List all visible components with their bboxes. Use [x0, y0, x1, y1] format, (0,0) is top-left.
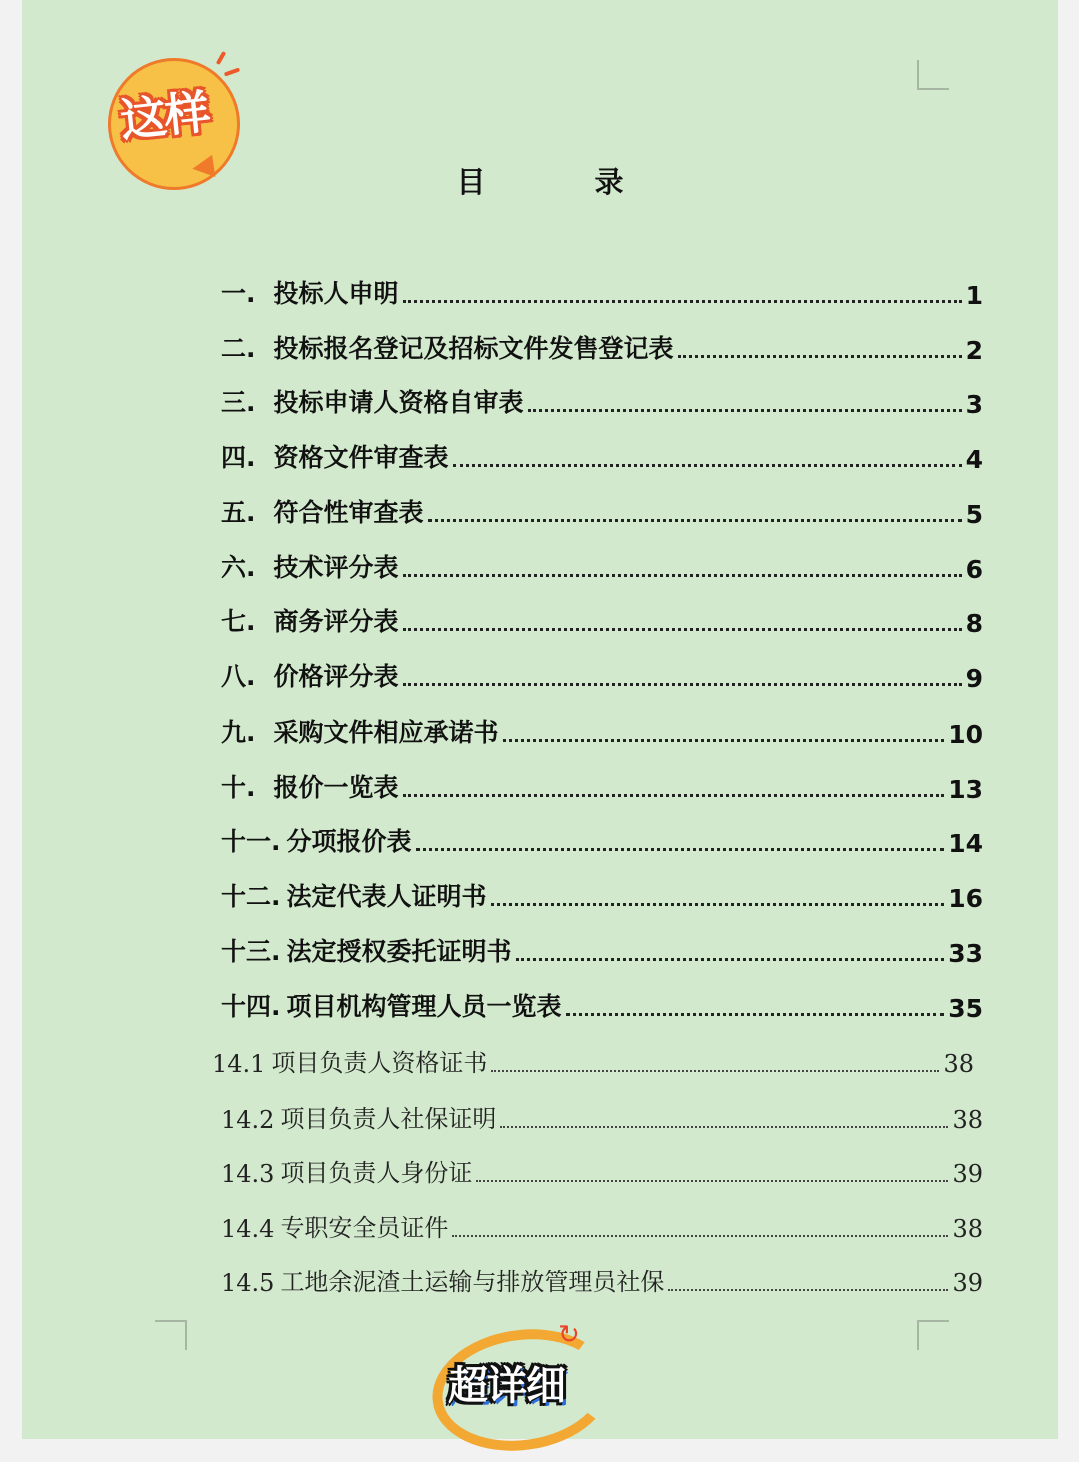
- toc-entry-text: 符合性审查表: [273, 498, 424, 527]
- toc-entry-number: 14.2: [221, 1106, 275, 1134]
- toc-entry-number: 三.: [221, 388, 256, 417]
- dot-leader: [452, 1235, 948, 1237]
- toc-entry-text: 投标人申明: [273, 279, 399, 308]
- toc-entry-page: 38: [952, 1106, 983, 1134]
- toc-entry-page: 5: [965, 500, 983, 529]
- dot-leader: [476, 1180, 948, 1182]
- dot-leader: [403, 574, 962, 577]
- toc-entry[interactable]: [221, 327, 983, 365]
- toc-entry-page: 9: [965, 664, 983, 693]
- toc-entry-page: 35: [948, 994, 983, 1023]
- toc-entry-text: 法定代表人证明书: [286, 882, 487, 911]
- toc-entry[interactable]: [221, 491, 983, 529]
- crop-mark-bottom-right: [917, 1320, 949, 1350]
- toc-entry-number: 十一.: [221, 827, 281, 856]
- toc-entry-number: 七.: [221, 607, 256, 636]
- toc-entry[interactable]: [221, 875, 983, 913]
- toc-entry-text: 专职安全员证件: [280, 1214, 449, 1242]
- dot-leader: [566, 1013, 945, 1016]
- toc-entry[interactable]: [221, 766, 983, 804]
- toc-entry[interactable]: [221, 1096, 983, 1134]
- toc-entry-number: 十四.: [221, 992, 281, 1021]
- crop-mark-bottom-left: [155, 1320, 187, 1350]
- toc-entry-page: 2: [965, 336, 983, 365]
- dot-leader: [500, 1126, 948, 1128]
- toc-entry-text: 价格评分表: [273, 662, 399, 691]
- toc-entry-number: 14.1: [212, 1050, 266, 1078]
- dot-leader: [678, 355, 962, 358]
- toc-entry[interactable]: [221, 381, 983, 419]
- crop-mark-top-right: [917, 60, 949, 90]
- toc-entry[interactable]: [221, 985, 983, 1023]
- toc-entry-page: 38: [943, 1050, 974, 1078]
- toc-entry[interactable]: [221, 711, 983, 749]
- dot-leader: [453, 464, 962, 467]
- document-page: [22, 0, 1058, 1439]
- toc-entry-text: 分项报价表: [286, 827, 412, 856]
- toc-entry-number: 十二.: [221, 882, 281, 911]
- toc-entry-number: 14.4: [221, 1215, 275, 1243]
- dot-leader: [491, 1070, 939, 1072]
- toc-entry-number: 四.: [221, 443, 256, 472]
- toc-entry-text: 项目机构管理人员一览表: [286, 992, 562, 1021]
- toc-entry-page: 3: [965, 390, 983, 419]
- dot-leader: [503, 739, 945, 742]
- toc-entry-text: 技术评分表: [273, 553, 399, 582]
- sticker-chaoxiangxi: [430, 1318, 630, 1438]
- dot-leader: [528, 409, 962, 412]
- toc-entry-number: 十三.: [221, 937, 281, 966]
- curl-icon: ↻: [558, 1320, 580, 1350]
- dot-leader: [416, 848, 945, 851]
- sticker-label: 这样: [117, 84, 211, 148]
- dot-leader: [403, 628, 962, 631]
- toc-entry-text: 商务评分表: [273, 607, 399, 636]
- toc-entry-number: 十.: [221, 773, 256, 802]
- toc-entry-text: 报价一览表: [273, 773, 399, 802]
- toc-entry[interactable]: [212, 1040, 974, 1078]
- toc-entry-page: 39: [952, 1269, 983, 1297]
- toc-entry-page: 14: [948, 829, 983, 858]
- spark-line: [224, 67, 240, 76]
- toc-entry-text: 投标申请人资格自审表: [273, 388, 524, 417]
- dot-leader: [516, 958, 945, 961]
- toc-entry[interactable]: [221, 272, 983, 310]
- toc-entry[interactable]: [221, 820, 983, 858]
- toc-entry-page: 16: [948, 884, 983, 913]
- toc-entry-number: 八.: [221, 662, 256, 691]
- toc-entry-text: 法定授权委托证明书: [286, 937, 512, 966]
- toc-entry[interactable]: [221, 546, 983, 584]
- toc-entry[interactable]: [221, 1205, 983, 1243]
- dot-leader: [403, 683, 962, 686]
- toc-entry-text: 工地余泥渣土运输与排放管理员社保: [280, 1268, 665, 1296]
- dot-leader: [403, 794, 945, 797]
- sticker-label: 超详细: [448, 1363, 565, 1409]
- spark-line: [216, 51, 226, 65]
- toc-entry-page: 38: [952, 1215, 983, 1243]
- toc-entry-text: 采购文件相应承诺书: [273, 718, 499, 747]
- toc-entry-page: 33: [948, 939, 983, 968]
- toc-entry-page: 13: [948, 775, 983, 804]
- toc-entry[interactable]: [221, 600, 983, 638]
- dot-leader: [668, 1289, 948, 1291]
- toc-entry-page: 6: [965, 555, 983, 584]
- toc-entry-page: 8: [965, 609, 983, 638]
- toc-entry-page: 4: [965, 445, 983, 474]
- toc-entry[interactable]: [221, 1150, 983, 1188]
- toc-entry-number: 14.3: [221, 1160, 275, 1188]
- toc-entry-number: 一.: [221, 279, 256, 308]
- toc-title: 目 录: [456, 165, 664, 199]
- toc-entry-page: 1: [965, 281, 983, 310]
- toc-entry-number: 14.5: [221, 1269, 275, 1297]
- dot-leader: [428, 519, 962, 522]
- toc-entry[interactable]: [221, 655, 983, 693]
- toc-entry-text: 投标报名登记及招标文件发售登记表: [273, 334, 674, 363]
- toc-entry-number: 五.: [221, 498, 256, 527]
- toc-entry[interactable]: [221, 436, 983, 474]
- toc-entry-text: 资格文件审查表: [273, 443, 449, 472]
- dot-leader: [403, 300, 962, 303]
- toc-entry-text: 项目负责人身份证: [280, 1159, 473, 1187]
- toc-entry-text: 项目负责人资格证书: [271, 1049, 488, 1077]
- toc-entry-number: 九.: [221, 718, 256, 747]
- toc-entry[interactable]: [221, 930, 983, 968]
- toc-entry-number: 二.: [221, 334, 256, 363]
- toc-entry-number: 六.: [221, 553, 256, 582]
- toc-entry-page: 10: [948, 720, 983, 749]
- toc-entry[interactable]: [221, 1259, 983, 1297]
- dot-leader: [491, 903, 945, 906]
- sticker-zheyang: [104, 48, 264, 188]
- toc-entry-page: 39: [952, 1160, 983, 1188]
- toc-entry-text: 项目负责人社保证明: [280, 1105, 497, 1133]
